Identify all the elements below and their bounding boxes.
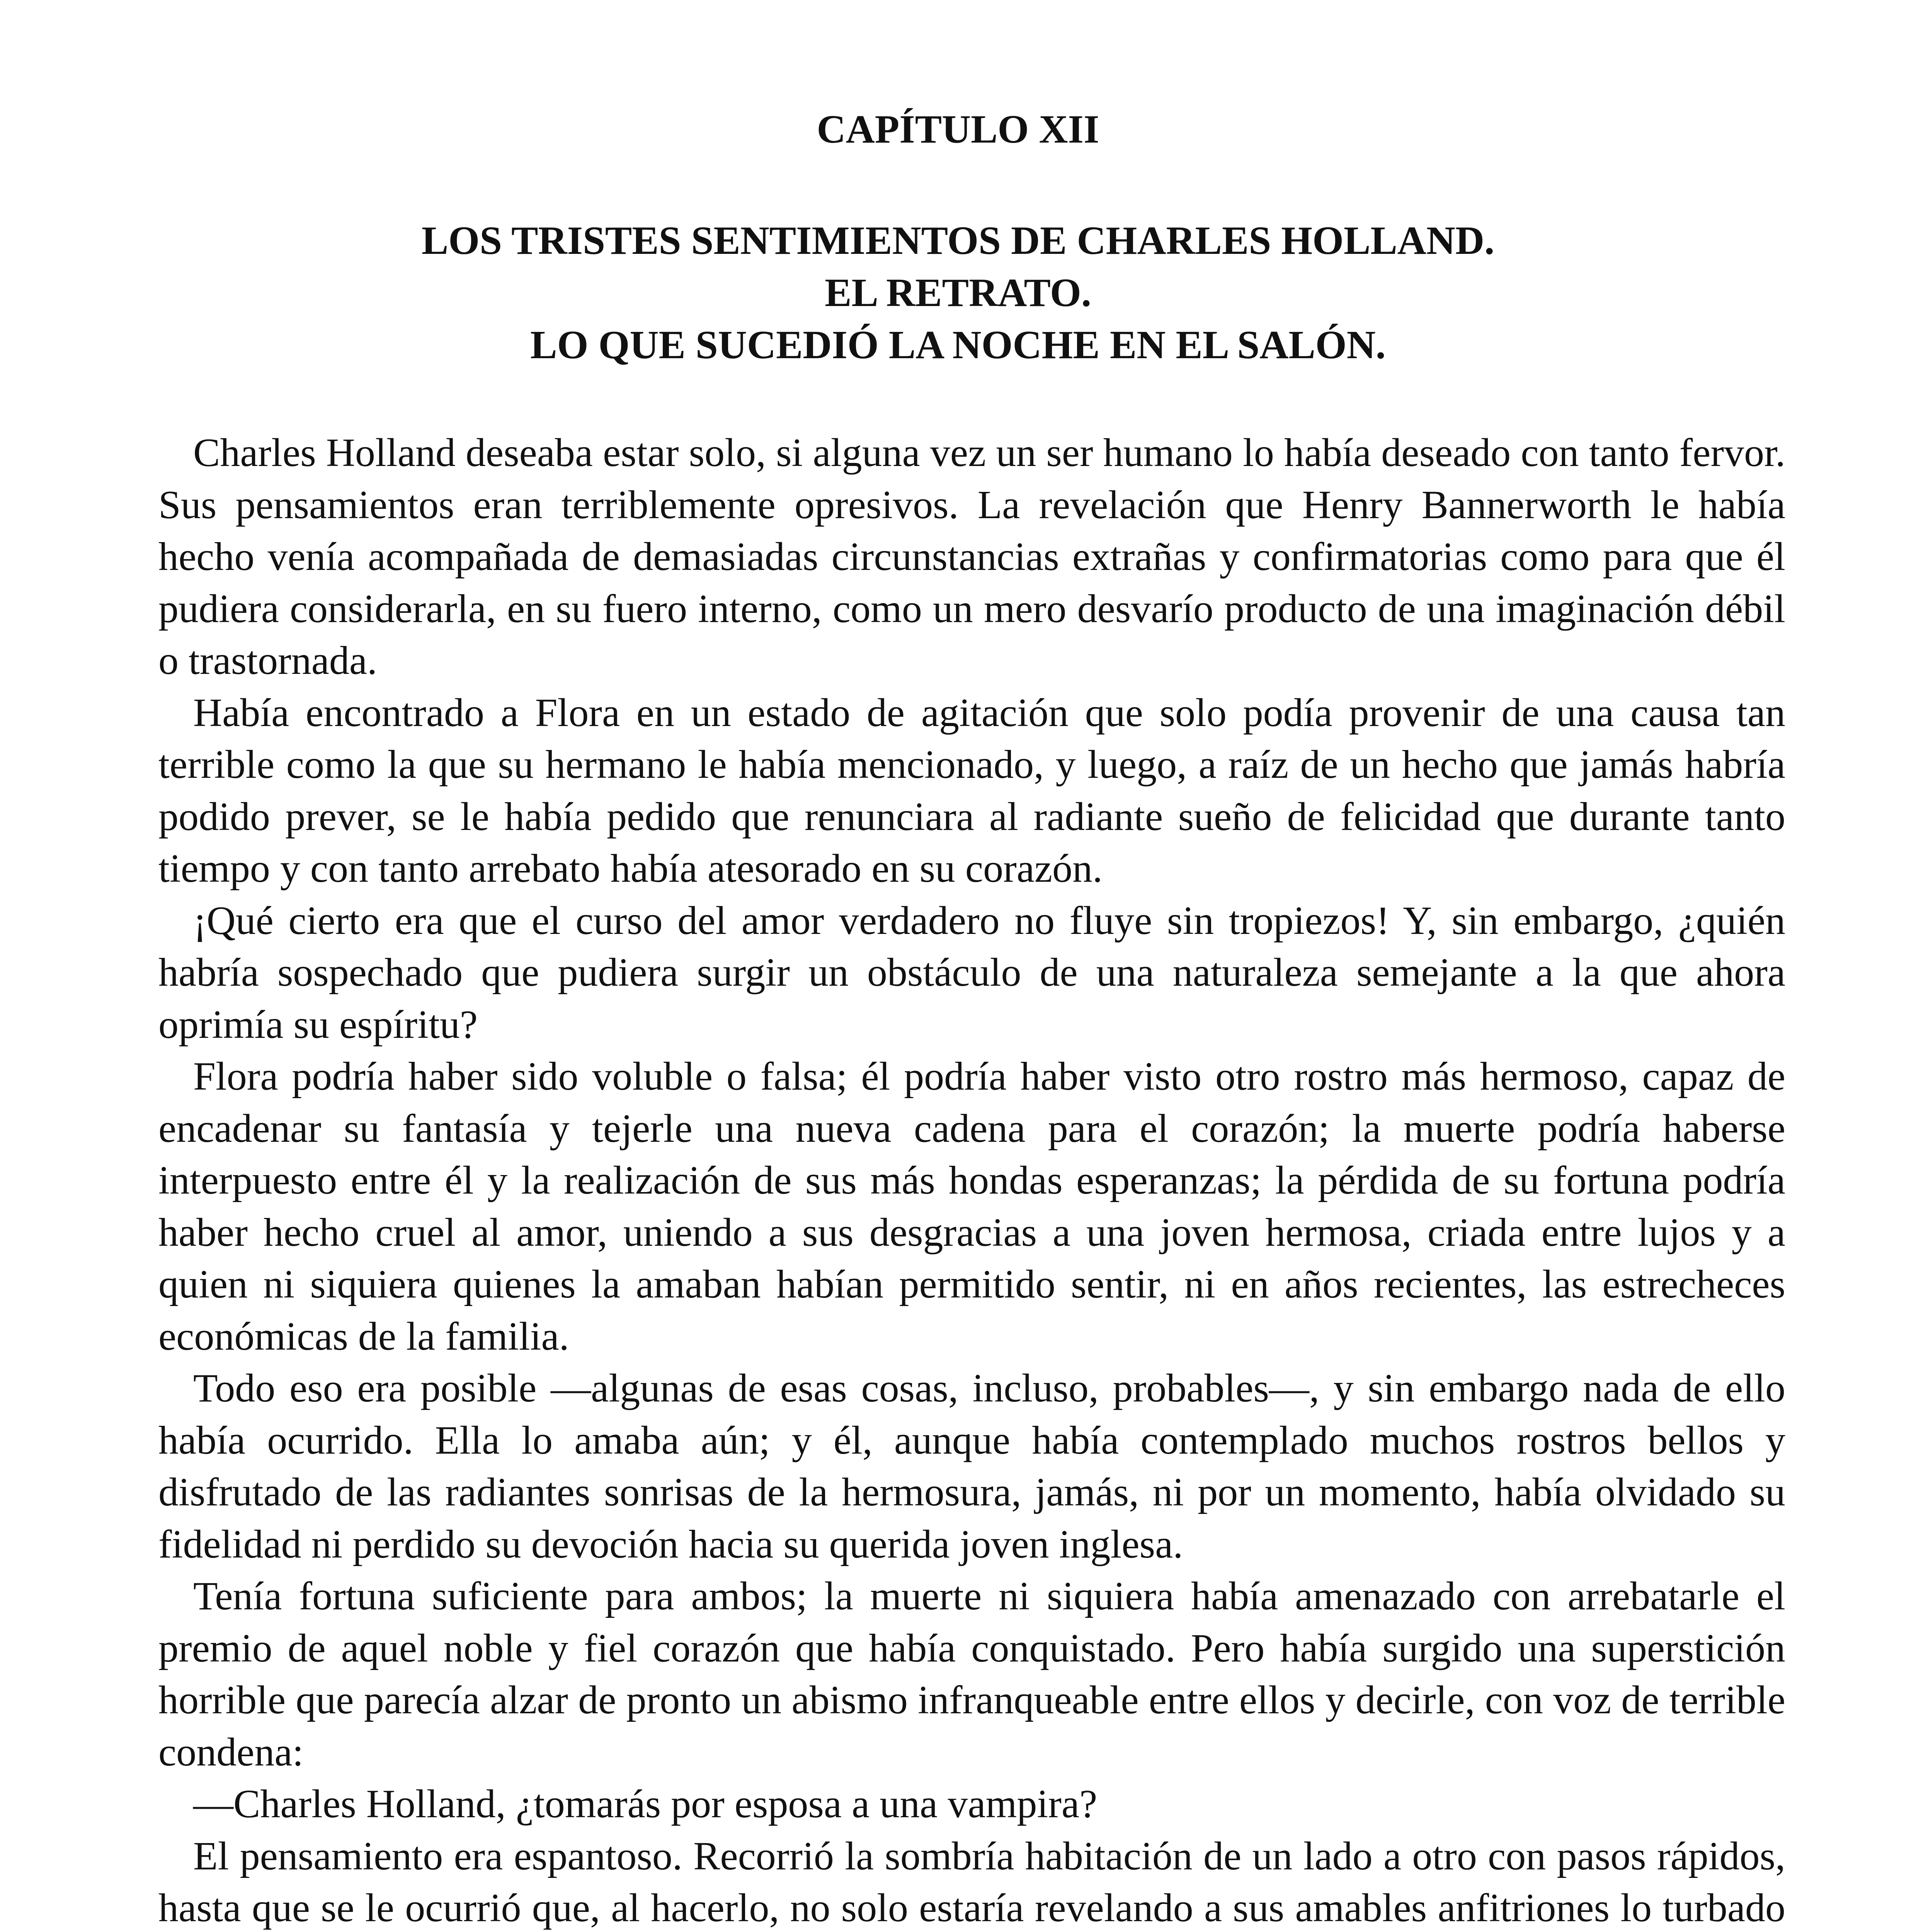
paragraph: El pensamiento era espantoso. Recorrió la sombría habitación de un lado a otro con pasos rápidos, hasta que se le ocurrió que, al hacerlo, no solo estaría revelando a sus amables anfitriones lo turbado: [158, 1833, 1785, 1930]
chapter-title: CAPÍTULO XII: [817, 107, 1099, 151]
paragraph: Todo eso era posible —algunas de esas cosas, incluso, probables—, y sin embargo nada de ello había ocurrido. Ella lo amaba aún; y él, aunque había contemplado muchos rostros bellos y disfrutado de las radiantes sonrisas de la hermosura, jamás, ni por un momento, había olvidado su fidelidad ni perdido su devoción hacia su querida joven inglesa.: [158, 1366, 1785, 1566]
paragraph: Tenía fortuna suficiente para ambos; la muerte ni siquiera había amenazado con arrebatarle el premio de aquel noble y fiel corazón que había conquistado. Pero había surgido una superstición horrible que parecía alzar de pronto un abismo infranqueable entre ellos y decirle, con voz de terrible condena:: [158, 1574, 1785, 1774]
paragraph: Había encontrado a Flora en un estado de agitación que solo podía provenir de una causa tan terrible como la que su hermano le había mencionado, y luego, a raíz de un hecho que jamás habría podido prever, se le había pedido que renunciara al radiante sueño de felicidad que durante tanto tiempo y con tanto arrebato había atesorado en su corazón.: [158, 690, 1785, 891]
subtitle-line: LOS TRISTES SENTIMIENTOS DE CHARLES HOLLAND.: [421, 218, 1495, 263]
paragraph: Flora podría haber sido voluble o falsa; él podría haber visto otro rostro más hermoso, capaz de encadenar su fantasía y tejerle una nueva cadena para el corazón; la muerte podría haberse interpuesto entre él y la realización de sus más hondas esperanzas; la pérdida de su fortuna podría haber hecho cruel al amor, uniendo a sus desgracias a una joven hermosa, criada entre lujos y a quien ni siquiera quienes la amaban habían permitido sentir, ni en años recientes, las estrecheces económicas de la familia.: [158, 1054, 1785, 1359]
chapter-body: [158, 427, 1785, 1932]
paragraph: Charles Holland deseaba estar solo, si alguna vez un ser humano lo había deseado con tanto fervor. Sus pensamientos eran terriblemente opresivos. La revelación que Henry Bannerworth le había hecho venía acompañada de demasiadas circunstancias extrañas y confirmatorias como para que él pudiera considerarla, en su fuero interno, como un mero desvarío producto de una imaginación débil o trastornada.: [158, 430, 1785, 683]
chapter-subtitle: [0, 214, 1916, 371]
subtitle-line: EL RETRATO.: [825, 270, 1091, 315]
dialogue-paragraph: —Charles Holland, ¿tomarás por esposa a una vampira?: [193, 1782, 1098, 1826]
paragraph: ¡Qué cierto era que el curso del amor verdadero no fluye sin tropiezos! Y, sin embargo, ¿quién habría sospechado que pudiera surgir un obstáculo de una naturaleza semejante a la que ahora oprimía su espíritu?: [158, 898, 1785, 1047]
subtitle-line: LO QUE SUCEDIÓ LA NOCHE EN EL SALÓN.: [530, 323, 1386, 367]
